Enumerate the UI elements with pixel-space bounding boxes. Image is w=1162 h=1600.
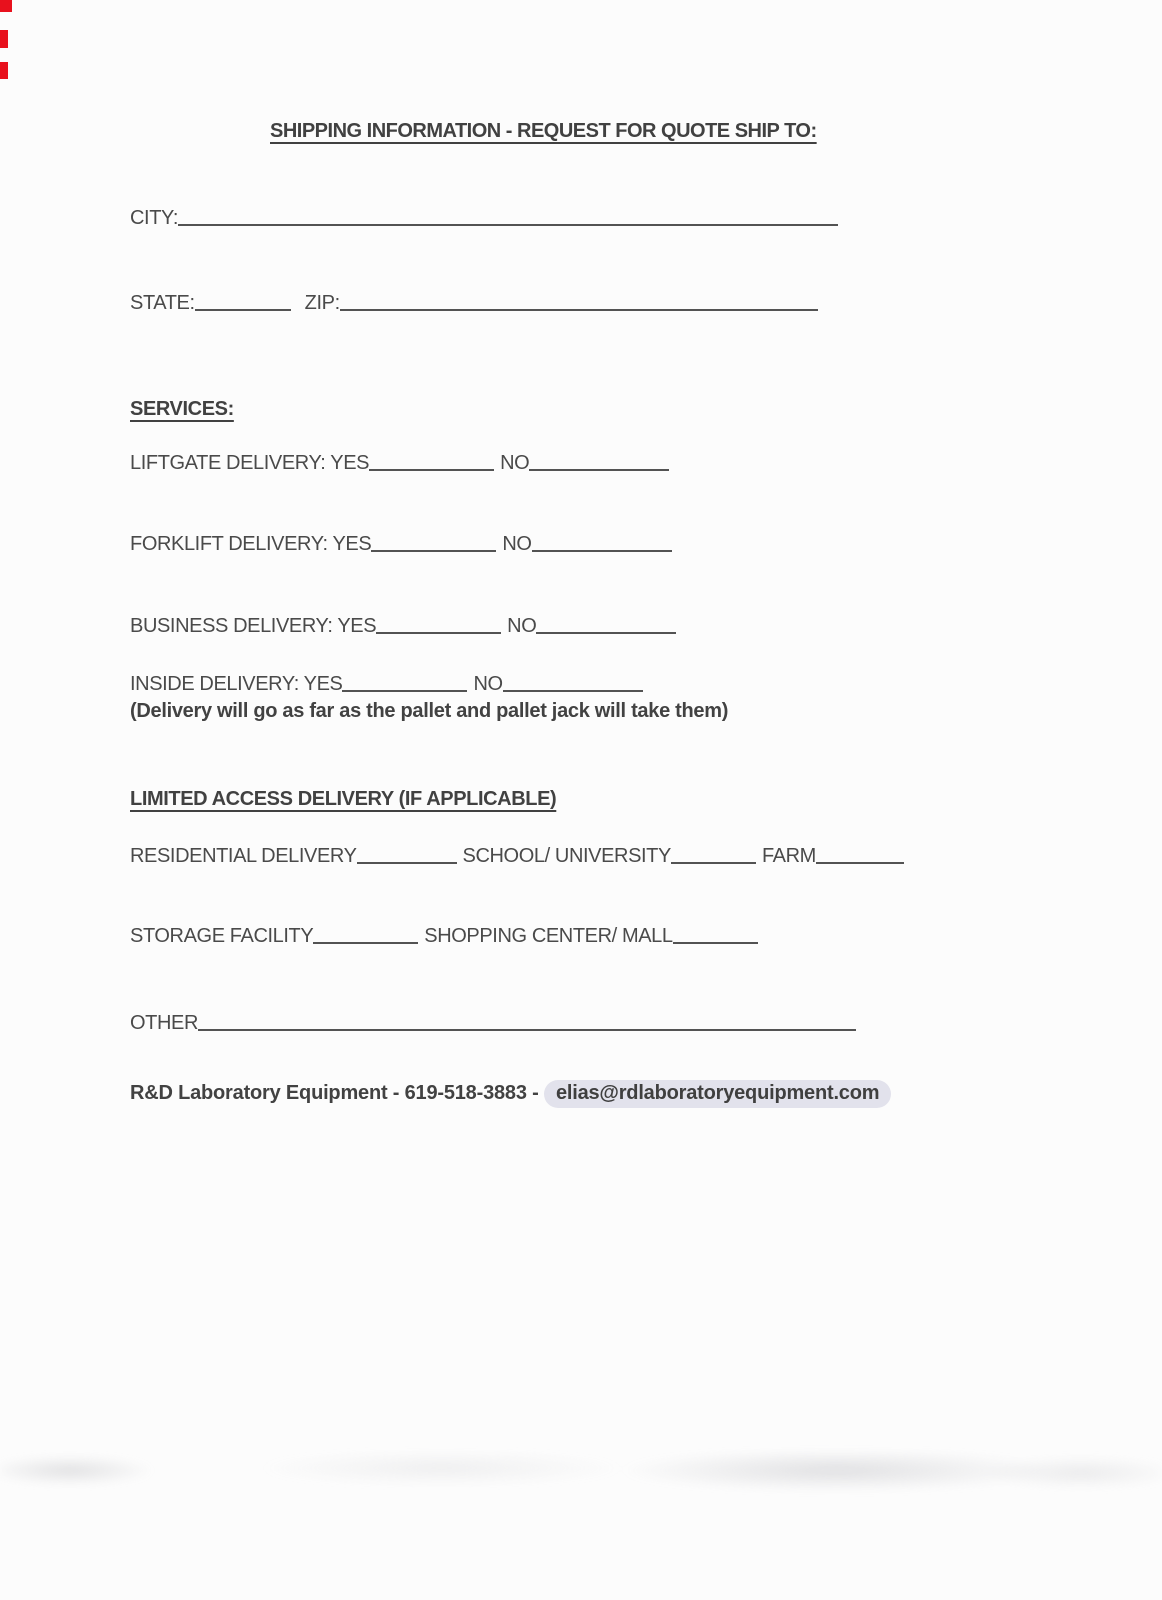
forklift-yes-label: YES [332,533,372,555]
inside-no-label: NO [473,673,503,695]
school-university-input-line[interactable] [671,846,756,864]
other-input-line[interactable] [198,1013,856,1031]
business-delivery-label: BUSINESS DELIVERY: [130,615,333,637]
residential-delivery-label: RESIDENTIAL DELIVERY [130,845,357,867]
state-zip-row [130,291,818,315]
shopping-center-mall-input-line[interactable] [673,926,758,944]
liftgate-yes-input-line[interactable] [369,453,494,471]
other-label: OTHER [130,1012,199,1034]
farm-input-line[interactable] [816,846,904,864]
footer-email-highlight[interactable]: elias@rdlaboratoryequipment.com [544,1080,891,1108]
inside-yes-label: YES [303,673,343,695]
limited-access-row-2 [130,924,758,948]
forklift-no-label: NO [502,533,532,555]
storage-facility-label: STORAGE FACILITY [130,925,314,947]
service-row-inside [130,672,643,696]
business-yes-input-line[interactable] [376,616,501,634]
scan-shadow-band [0,1452,1162,1498]
scan-red-mark-3 [0,62,8,79]
liftgate-yes-label: YES [330,452,370,474]
services-heading: SERVICES: [130,398,234,420]
limited-access-heading: LIMITED ACCESS DELIVERY (IF APPLICABLE) [130,788,557,810]
liftgate-no-input-line[interactable] [529,453,669,471]
zip-input-line[interactable] [340,293,818,311]
form-title: SHIPPING INFORMATION - REQUEST FOR QUOTE SHIP TO: [270,120,817,142]
footer-company-phone-text: R&D Laboratory Equipment - 619-518-3883 - [130,1082,539,1104]
inside-delivery-note: (Delivery will go as far as the pallet and pallet jack will take them) [130,700,729,722]
state-label: STATE: [130,292,195,314]
zip-label: ZIP: [304,292,340,314]
forklift-delivery-label: FORKLIFT DELIVERY: [130,533,328,555]
inside-delivery-label: INSIDE DELIVERY: [130,673,299,695]
inside-no-input-line[interactable] [503,674,643,692]
state-input-line[interactable] [195,293,291,311]
liftgate-delivery-label: LIFTGATE DELIVERY: [130,452,326,474]
storage-facility-input-line[interactable] [313,926,418,944]
residential-input-line[interactable] [357,846,457,864]
scan-red-mark-2 [0,30,8,48]
service-row-business [130,614,676,638]
business-yes-label: YES [337,615,377,637]
other-row [130,1011,856,1035]
business-no-label: NO [507,615,537,637]
city-row [130,206,838,230]
city-input-line[interactable] [178,208,838,226]
forklift-no-input-line[interactable] [532,534,672,552]
business-no-input-line[interactable] [536,616,676,634]
service-row-liftgate [130,451,669,475]
school-university-label: SCHOOL/ UNIVERSITY [462,845,671,867]
shopping-center-mall-label: SHOPPING CENTER/ MALL [424,925,673,947]
city-label: CITY: [130,207,179,229]
inside-yes-input-line[interactable] [342,674,467,692]
limited-access-row-1 [130,844,904,868]
scan-red-mark-1 [0,0,12,12]
forklift-yes-input-line[interactable] [371,534,496,552]
farm-label: FARM [761,845,816,867]
footer-contact-line [130,1082,891,1105]
liftgate-no-label: NO [500,452,530,474]
service-row-forklift [130,532,672,556]
